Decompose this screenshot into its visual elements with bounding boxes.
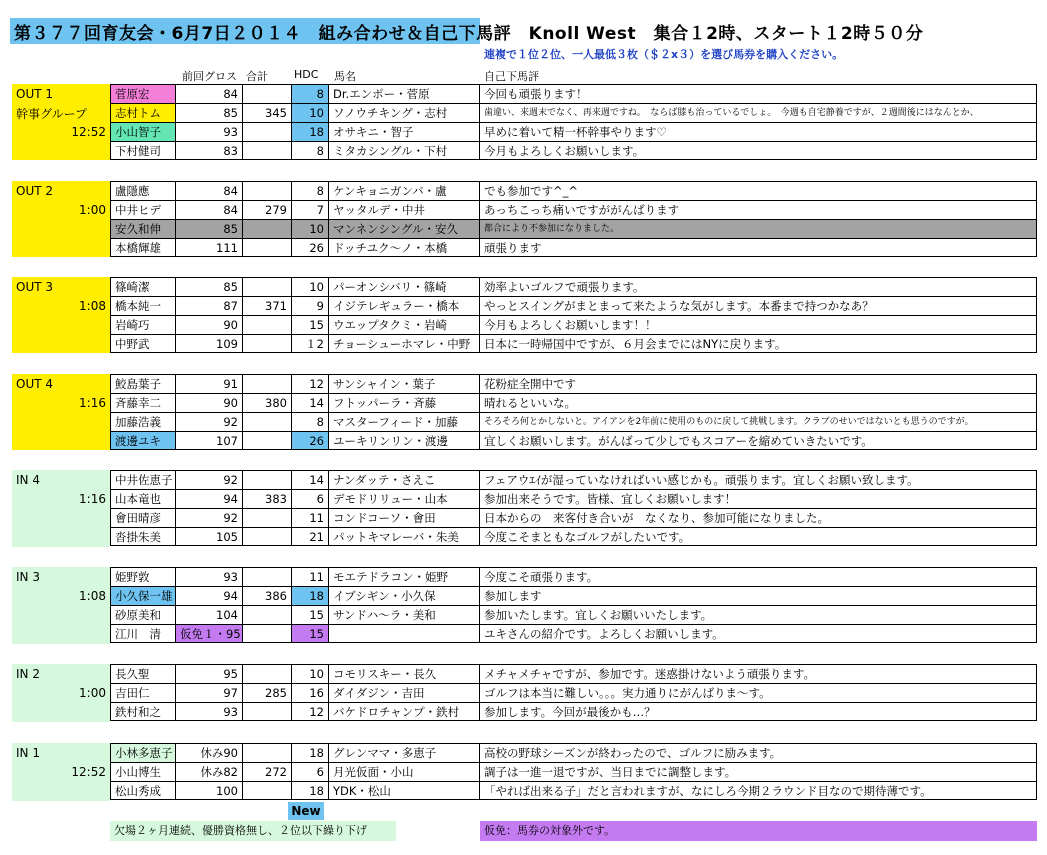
self-assessment: そろそろ何とかしないと。アイアンを2年前に使用のものに戻して挑戦します。クラブのせいではないとも思うのですが。 [480,412,1037,431]
handicap: 8 [292,181,328,200]
horse-name: オサキニ・智子 [328,122,480,141]
player-row [110,200,1037,219]
self-assessment: ゴルフは本当に難しい。。。実力通りにがんばりま〜す。 [480,683,1037,702]
player-row [110,103,1037,122]
player-name: 本橋輝雄 [110,238,176,257]
group-label: IN 2 [16,667,40,681]
horse-name: イジテレギュラー・橋本 [328,296,480,315]
self-assessment: 今月もよろしくお願いします。 [480,141,1037,160]
player-row [110,122,1037,141]
team-total [242,122,292,141]
player-name: 橋本純一 [110,296,176,315]
player-name: 吉田仁 [110,683,176,702]
self-assessment: 効率よいゴルフで頑張ります。 [480,277,1037,296]
horse-name: マンネンシングル・安久 [328,219,480,238]
handicap: 6 [292,489,328,508]
previous-gross: 105 [176,527,242,546]
previous-gross: 83 [176,141,242,160]
previous-gross: 97 [176,683,242,702]
previous-gross: 85 [176,103,242,122]
previous-gross: 85 [176,219,242,238]
group-start-time: 1:16 [79,396,106,410]
team-total: 383 [242,489,292,508]
horse-name: パットキマレーバ・朱美 [328,527,480,546]
horse-name: グレンママ・多恵子 [328,743,480,762]
previous-gross: 仮免１・95 [176,624,242,643]
horse-name: バケドロチャンプ・鉄村 [328,702,480,721]
horse-name: ダイダジン・吉田 [328,683,480,702]
handicap: 8 [292,141,328,160]
horse-name: 月光仮面・小山 [328,762,480,781]
player-row [110,624,1037,643]
previous-gross: 92 [176,508,242,527]
team-total [242,508,292,527]
previous-gross: 85 [176,277,242,296]
handicap: 15 [292,605,328,624]
handicap: 26 [292,238,328,257]
player-name: 小久保一雄 [110,586,176,605]
self-assessment: 参加出来そうです。皆様、宜しくお願いします！ [480,489,1037,508]
handicap: 18 [292,586,328,605]
player-name: 斉藤幸二 [110,393,176,412]
player-name: 岩崎巧 [110,315,176,334]
header-total: 合計 [246,70,268,83]
betting-note: 連複で１位２位、一人最低３枚（＄２x３）を選び馬券を購入ください。 [484,48,844,61]
player-name: 渡邊ユキ [110,431,176,450]
team-total [242,277,292,296]
team-total [242,238,292,257]
player-row [110,762,1037,781]
previous-gross: 90 [176,315,242,334]
self-assessment: あっちこっち痛いですががんばります [480,200,1037,219]
horse-name: イブシギン・小久保 [328,586,480,605]
handicap: 15 [292,315,328,334]
team-total [242,315,292,334]
previous-gross: 84 [176,200,242,219]
team-total [242,781,292,800]
horse-name: ウエップタクミ・岩崎 [328,315,480,334]
previous-gross: 87 [176,296,242,315]
handicap: 10 [292,103,328,122]
previous-gross: 91 [176,374,242,393]
handicap: 10 [292,664,328,683]
player-name: 菅原宏 [110,84,176,103]
handicap: 14 [292,393,328,412]
player-name: 篠崎潔 [110,277,176,296]
team-total [242,527,292,546]
horse-name: デモドリリュー・山本 [328,489,480,508]
self-assessment: 早めに着いて精一杯幹事やります♡ [480,122,1037,141]
player-name: 盧隱應 [110,181,176,200]
group-start-time: 1:08 [79,299,106,313]
player-row [110,489,1037,508]
player-name: 鉄村和之 [110,702,176,721]
group-label: OUT 1 [16,87,54,101]
group-start-time: 1:00 [79,686,106,700]
handicap: 16 [292,683,328,702]
player-name: 加藤浩義 [110,412,176,431]
team-total [242,181,292,200]
horse-name: サンシャイン・葉子 [328,374,480,393]
previous-gross: 94 [176,586,242,605]
horse-name: ソノウチキング・志村 [328,103,480,122]
self-assessment: 今月もよろしくお願いします！！ [480,315,1037,334]
previous-gross: 84 [176,84,242,103]
player-name: 松山秀成 [110,781,176,800]
header-hdc: HDC [294,68,319,81]
group-start-time: 1:16 [79,492,106,506]
handicap: １2 [292,334,328,353]
team-total [242,624,292,643]
player-name: 會田晴彦 [110,508,176,527]
self-assessment: 「やれば出来る子」だと言われますが、なにしろ今期２ラウンド目なので期待薄です。 [480,781,1037,800]
player-name: 小山博生 [110,762,176,781]
player-row [110,141,1037,160]
player-row [110,470,1037,489]
player-name: 長久聖 [110,664,176,683]
player-row [110,702,1037,721]
handicap: 9 [292,296,328,315]
group-label: OUT 4 [16,377,54,391]
group-start-time: 1:08 [79,589,106,603]
group-label: IN 3 [16,570,40,584]
previous-gross: 休み90 [176,743,242,762]
team-total: 386 [242,586,292,605]
team-total: 279 [242,200,292,219]
header-prev-gross: 前回グロス [182,70,237,83]
group-start-time: 12:52 [71,125,106,139]
handicap: 10 [292,219,328,238]
team-total [242,219,292,238]
horse-name: コンドコーソ・會田 [328,508,480,527]
player-name: 鮫島葉子 [110,374,176,393]
self-assessment: 晴れるといいな。 [480,393,1037,412]
team-total [242,743,292,762]
self-assessment: フェアウｴｲが湿っていなければいい感じかも。頑張ります。宜しくお願い致します。 [480,470,1037,489]
player-row [110,374,1037,393]
self-assessment: 都合により不参加になりました。 [480,219,1037,238]
new-badge: New [288,802,324,820]
team-total [242,664,292,683]
group-label: OUT 2 [16,184,54,198]
handicap: 12 [292,374,328,393]
previous-gross: 95 [176,664,242,683]
previous-gross: 休み82 [176,762,242,781]
player-name: 小山智子 [110,122,176,141]
handicap: 6 [292,762,328,781]
player-name: 安久和伸 [110,219,176,238]
horse-name: ドッチユク〜ノ・本橋 [328,238,480,257]
player-row [110,527,1037,546]
team-total [242,470,292,489]
handicap: 10 [292,277,328,296]
self-assessment: 花粉症全開中です [480,374,1037,393]
handicap: 18 [292,122,328,141]
self-assessment: 日本からの 来客付き合いが なくなり、参加可能になりました。 [480,508,1037,527]
horse-name: YDK・松山 [328,781,480,800]
player-row [110,586,1037,605]
horse-name: マスターフィード・加藤 [328,412,480,431]
horse-name: サンドハ〜ラ・美和 [328,605,480,624]
player-row [110,683,1037,702]
player-row [110,605,1037,624]
group-start-time: 1:00 [79,203,106,217]
handicap: 12 [292,702,328,721]
team-total [242,702,292,721]
self-assessment: ユキさんの紹介です。よろしくお願いします。 [480,624,1037,643]
handicap: 8 [292,84,328,103]
team-total [242,567,292,586]
horse-name: モエテドラコン・姫野 [328,567,480,586]
self-assessment: 参加します [480,586,1037,605]
horse-name: コモリスキー・長久 [328,664,480,683]
player-row [110,431,1037,450]
handicap: 18 [292,781,328,800]
player-row [110,567,1037,586]
player-row [110,296,1037,315]
player-name: 志村トム [110,103,176,122]
player-row [110,334,1037,353]
previous-gross: 111 [176,238,242,257]
team-total [242,141,292,160]
group-label: IN 4 [16,473,40,487]
player-row [110,664,1037,683]
player-row [110,412,1037,431]
player-row [110,238,1037,257]
self-assessment: 今度こそ頑張ります。 [480,567,1037,586]
previous-gross: 100 [176,781,242,800]
horse-name: ミタカシングル・下村 [328,141,480,160]
team-total: 380 [242,393,292,412]
team-total [242,374,292,393]
group-start-time: 12:52 [71,765,106,779]
self-assessment: やっとスイングがまとまって来たような気がします。本番まで持つかなあ？ [480,296,1037,315]
team-total [242,412,292,431]
player-name: 沓掛朱美 [110,527,176,546]
self-assessment: でも参加です^_^ [480,181,1037,200]
player-name: 山本竜也 [110,489,176,508]
player-row [110,743,1037,762]
previous-gross: 107 [176,431,242,450]
handicap: 7 [292,200,328,219]
player-name: 中井ヒデ [110,200,176,219]
previous-gross: 104 [176,605,242,624]
player-row [110,277,1037,296]
player-name: 小林多恵子 [110,743,176,762]
previous-gross: 92 [176,470,242,489]
team-total: 371 [242,296,292,315]
header-comment: 自己下馬評 [484,70,539,83]
player-name: 下村健司 [110,141,176,160]
previous-gross: 94 [176,489,242,508]
player-name: 砂原美和 [110,605,176,624]
previous-gross: 93 [176,122,242,141]
handicap: 15 [292,624,328,643]
legend-purple: 仮免：馬券の対象外です。 [480,821,1037,841]
player-row [110,219,1037,238]
group-sublabel: 幹事グループ [16,107,88,121]
player-name: 姫野敦 [110,567,176,586]
player-row [110,393,1037,412]
team-total [242,84,292,103]
horse-name: フトッパーラ・斉藤 [328,393,480,412]
team-total [242,605,292,624]
self-assessment: 参加します。今回が最後かも…？ [480,702,1037,721]
horse-name: ユーキリンリン・渡邊 [328,431,480,450]
horse-name: ケンキョニガンバ・盧 [328,181,480,200]
previous-gross: 90 [176,393,242,412]
self-assessment: 参加いたします。宜しくお願いいたします。 [480,605,1037,624]
page-title: 第３７７回育友会・6月7日２０１４ 組み合わせ＆自己下馬評 Knoll West 集合１2時、スタート１2時５０分 [14,24,924,44]
horse-name: Dr.エンポー・菅原 [328,84,480,103]
header-horse: 馬名 [334,70,356,83]
self-assessment: 調子は一進一退ですが、当日までに調整します。 [480,762,1037,781]
team-total [242,431,292,450]
self-assessment: メチャメチャですが、参加です。迷惑掛けないよう頑張ります。 [480,664,1037,683]
self-assessment: 今度こそまともなゴルフがしたいです。 [480,527,1037,546]
horse-name [328,624,480,643]
team-total: 285 [242,683,292,702]
self-assessment: 高校の野球シーズンが終わったので、ゴルフに励みます。 [480,743,1037,762]
handicap: 11 [292,508,328,527]
player-row [110,781,1037,800]
self-assessment: 頑張ります [480,238,1037,257]
handicap: 11 [292,567,328,586]
handicap: 14 [292,470,328,489]
player-row [110,315,1037,334]
team-total: 345 [242,103,292,122]
player-name: 中野武 [110,334,176,353]
self-assessment: 宜しくお願いします。がんばって少しでもスコアーを縮めていきたいです。 [480,431,1037,450]
legend-green: 欠場２ヶ月連続、優勝資格無し、２位以下繰り下げ [110,821,396,841]
horse-name: パーオンシバリ・篠崎 [328,277,480,296]
player-row [110,84,1037,103]
player-name: 中井佐恵子 [110,470,176,489]
player-name: 江川 清 [110,624,176,643]
self-assessment: 歯違い、来週末でなく、再来週ですね。 ならば膝も治っているでしょ。 今週も自宅静養ですが、２週間後にはなんとか、 [480,103,1037,122]
team-total [242,334,292,353]
previous-gross: 93 [176,567,242,586]
previous-gross: 92 [176,412,242,431]
handicap: 26 [292,431,328,450]
group-label: IN 1 [16,746,40,760]
team-total: 272 [242,762,292,781]
horse-name: チョーシューホマレ・中野 [328,334,480,353]
group-label: OUT 3 [16,280,54,294]
previous-gross: 109 [176,334,242,353]
handicap: 8 [292,412,328,431]
horse-name: ヤッタルデ・中井 [328,200,480,219]
self-assessment: 今回も頑張ります！ [480,84,1037,103]
previous-gross: 84 [176,181,242,200]
horse-name: ナンダッテ・さえこ [328,470,480,489]
player-row [110,181,1037,200]
player-row [110,508,1037,527]
handicap: 18 [292,743,328,762]
self-assessment: 日本に一時帰国中ですが、６月会までにはNYに戻ります。 [480,334,1037,353]
handicap: 21 [292,527,328,546]
previous-gross: 93 [176,702,242,721]
